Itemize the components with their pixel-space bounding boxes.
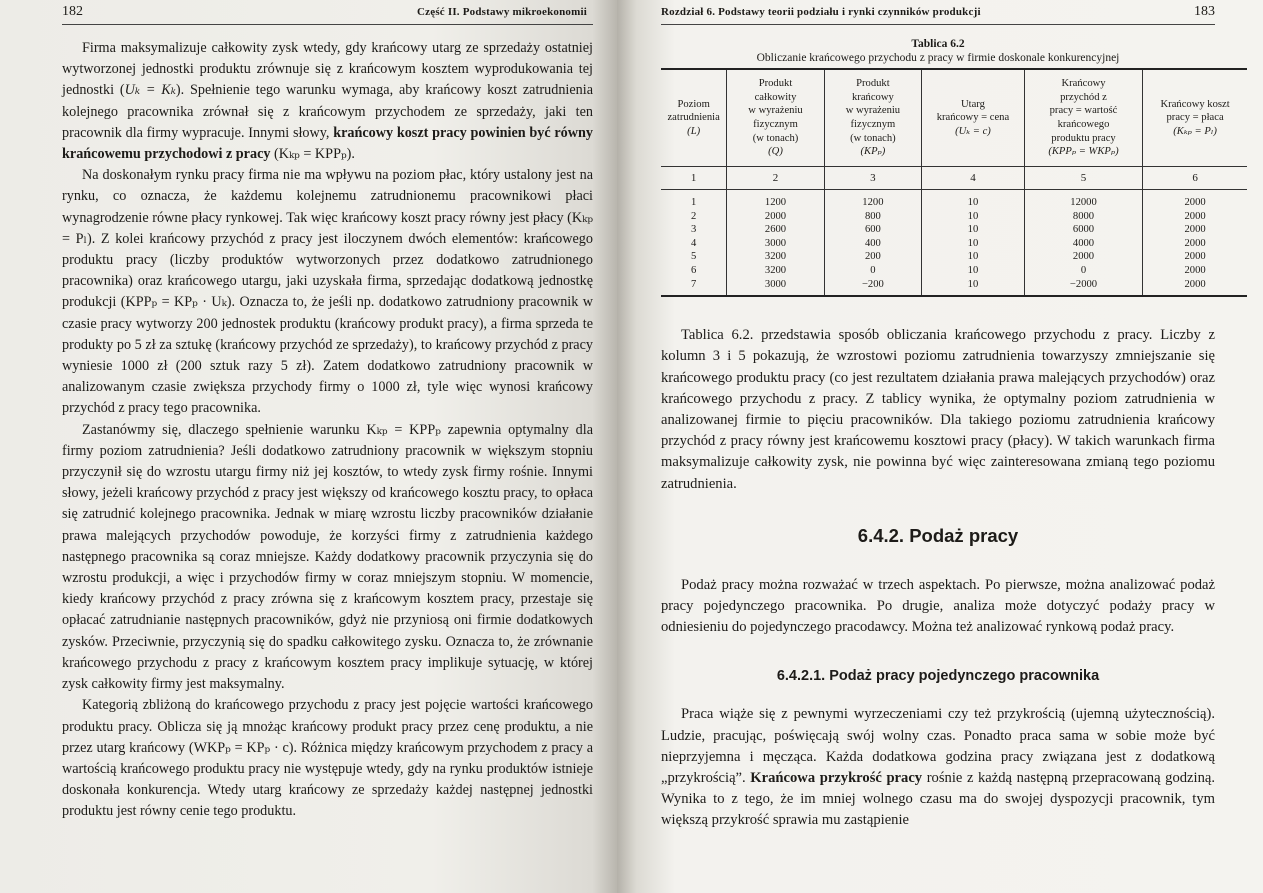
header-marginal-labor-cost	[1143, 69, 1247, 167]
table-cell: 600	[864, 224, 881, 236]
table-subtitle: Obliczanie krańcowego przychodu z pracy w firmie doskonale konkurencyjnej	[756, 52, 1120, 64]
section-heading: 6.4.2. Podaż pracy	[857, 524, 1019, 546]
table-title: Tablica 6.2	[911, 38, 965, 50]
header-line: Utarg	[961, 98, 985, 110]
table-cell: 2000	[1072, 251, 1095, 263]
table-cell: 3200	[764, 251, 787, 263]
header-line: (KPₚ)	[860, 146, 886, 158]
table-cell: 2000	[1184, 264, 1206, 276]
header-line: (w tonach)	[850, 132, 896, 144]
column-index: 4	[922, 167, 1025, 190]
table-cell: 6000	[1072, 224, 1095, 236]
header-line: (Uₖ = c)	[955, 125, 991, 137]
right-paragraph-last	[661, 704, 1215, 831]
right-page-number: 183	[1194, 4, 1215, 19]
column-employment-level	[661, 190, 727, 297]
table-cell: 2000	[1184, 278, 1206, 290]
table-cell: 0	[870, 264, 876, 276]
left-paragraph-4: Kategorią zbliżoną do krańcowego przychodu z pracy jest pojęcie wartości krańcowego produktu pracy. Oblicza się ją mnożąc krańcowy produkt pracy przez cenę produktu, a nie przez utarg krańcowy (WKPₚ = KPₚ · c). Różnica między krańcowym przychodem z pracy a wartością krańcowego produktu pracy nie występuje wtedy, gdy na rynku produktów istnieje doskonała konkurencja. Wtedy utarg krańcowy ze sprzedaży każdej następnej jednostki produktu jest równy cenie tego produktu.	[62, 697, 593, 820]
header-marginal-product	[824, 69, 921, 167]
column-index: 3	[824, 167, 921, 190]
header-line: pracy = wartość	[1049, 105, 1118, 117]
column-total-product	[727, 190, 824, 297]
table-cell: −2000	[1069, 278, 1098, 290]
table-cell: 12000	[1070, 197, 1097, 208]
left-paragraph-1	[62, 38, 593, 165]
column-index: 2	[727, 167, 824, 190]
header-line: krańcowy = cena	[936, 112, 1010, 124]
table-cell: 4000	[1072, 237, 1095, 249]
table-cell: 2000	[764, 210, 787, 222]
header-marginal-revenue	[922, 69, 1025, 167]
header-line: w wyrażeniu	[845, 105, 901, 117]
table-cell: 1200	[862, 197, 884, 208]
header-line: przychód z	[1060, 91, 1107, 103]
table-cell: 2000	[1184, 224, 1206, 236]
header-line: (Q)	[768, 146, 783, 158]
table-cell: 800	[864, 210, 881, 222]
table-cell: 2000	[1184, 237, 1206, 249]
table-cell: 4	[691, 237, 697, 249]
header-line: (Kₖₚ = Pₗ)	[1173, 125, 1217, 137]
column-marginal-revenue-product	[1024, 190, 1142, 297]
header-line: Poziom	[677, 98, 710, 110]
header-line: fizycznym	[850, 119, 896, 130]
table-cell: 2000	[1184, 210, 1206, 222]
table-cell: 3	[691, 224, 697, 236]
table-cell: 3200	[764, 264, 787, 276]
table-cell: 2000	[1184, 197, 1206, 208]
header-marginal-revenue-product	[1024, 69, 1142, 167]
table-cell: 8000	[1072, 210, 1095, 222]
table-cell: 1	[691, 197, 697, 208]
right-last-after: rośnie z każdą następną przepracowaną godziną. Wynika to z tego, że im mniej wolnego czasu ma do swojej dyspozycji pracownik, tym większą przykrość sprawia mu zastąpienie	[661, 770, 1215, 829]
table-cell: 3000	[764, 237, 787, 249]
header-line: (L)	[687, 125, 701, 137]
header-line: zatrudnienia	[667, 112, 720, 124]
header-line: pracy = płaca	[1166, 112, 1224, 124]
table-cell: 10	[967, 251, 979, 263]
header-line: Produkt	[758, 78, 793, 90]
table-caption	[661, 38, 1215, 64]
column-marginal-product	[824, 190, 921, 297]
column-index: 6	[1143, 167, 1247, 190]
table-cell: −200	[861, 278, 884, 290]
header-line: produktu pracy	[1051, 132, 1116, 144]
right-last-before: Praca wiąże się z pewnymi wyrzeczeniami czy też przykrością (ujemną użytecznością). Ludzie, pracując, poświęcają swój wolny czas. Ponadto praca sama w sobie może być nieprzyjemna i męcząca. Każda dodatkowa godzina pracy związana jest z dodatkową „przykrością”.	[661, 706, 1215, 786]
header-line: (w tonach)	[752, 132, 799, 144]
left-p1-math: Uₖ = Kₖ	[124, 82, 176, 99]
table-cell: 0	[1080, 264, 1087, 276]
right-last-bold-term: Krańcowa przykrość pracy	[750, 770, 923, 786]
left-p1-after: ). Spełnienie tego warunku wymaga, aby krańcowy koszt zatrudnienia kolejnego pracownika zrównał się z krańcowym przychodem ze sprzedaży, jaki ten pracownik dla firmy wypracuje. Innymi słowy,	[62, 82, 593, 141]
left-running-head	[62, 4, 593, 25]
left-page-number: 182	[62, 4, 83, 19]
table-cell: 2000	[1184, 251, 1206, 263]
header-line: (KPPₚ = WKPₚ)	[1048, 146, 1119, 158]
header-line: krańcowego	[1057, 119, 1110, 130]
column-index: 5	[1024, 167, 1142, 190]
right-running-head	[661, 4, 1215, 25]
left-paragraph-3: Zastanówmy się, dlaczego spełnienie warunku Kₖₚ = KPPₚ zapewnia optymalny dla firmy poziom zatrudnienia? Jeśli dodatkowo zatrudniony pracownik w większym stopniu przyczynił się do wzrostu utargu firmy niż jej kosztów, to wtedy zysk firmy rośnie. Innymi słowy, jeżeli krańcowy przychód z pracy jest większy od krańcowego kosztu pracy, to opłaca się zatrudnić kolejnego pracownika. Jednak w miarę wzrostu liczby pracowników działanie prawa malejących przychodów powoduje, że korzyści firmy z zatrudnienia każdego następnego pracownika są coraz mniejsze. Każdy dodatkowy pracownik przyczynia się do wzrostu produkcji, a więc i przychodów firmy w coraz mniejszym stopniu. W momencie, kiedy krańcowy przychód z pracy zrówna się z krańcowym kosztem pracy, przestaje się opłacać zatrudnianie następnych pracowników, gdyż nie przyniosą oni firmie dodatkowych zysków. Przeciwnie, przyczynią się do spadku całkowitego zysku. Oznacza to, że zrównanie krańcowego przychodu z pracy z krańcowym kosztem pracy implikuje sytuację, w której zysk całkowity firmy jest maksymalny.	[62, 421, 593, 693]
subsection-heading: 6.4.2.1. Podaż pracy pojedynczego pracownika	[776, 668, 1100, 685]
header-line: fizycznym	[753, 119, 798, 130]
header-line: Produkt	[856, 78, 890, 90]
table-cell: 6	[691, 264, 697, 276]
table-cell: 200	[864, 251, 881, 263]
left-p1-tail: (Kₖₚ = KPPₚ).	[270, 146, 355, 163]
header-line: Krańcowy	[1061, 78, 1106, 90]
header-line: krańcowy	[852, 91, 894, 103]
data-table	[661, 68, 1247, 297]
table-cell: 10	[967, 278, 979, 290]
header-line: całkowity	[754, 91, 797, 103]
table-cell: 10	[967, 224, 979, 236]
left-p1-bold-rule: krańcowy koszt pracy powinien być równy krańcowemu przychodowi z pracy	[62, 124, 593, 163]
table-values-row	[661, 190, 1247, 297]
column-marginal-revenue	[922, 190, 1025, 297]
right-page	[617, 0, 1263, 893]
table-cell: 3000	[764, 278, 787, 290]
table-cell: 2600	[764, 224, 787, 236]
right-paragraph-labor-supply: Podaż pracy można rozważać w trzech aspektach. Po pierwsze, można analizować podaż pracy pojedynczego pracownika. Po drugie, analiza może dotyczyć podaży pracy w odniesieniu do pojedynczego pracodawcy. Można też analizować rynkową podaż pracy.	[661, 576, 1215, 636]
column-index: 1	[661, 167, 727, 190]
column-marginal-labor-cost	[1143, 190, 1247, 297]
table-cell: 2	[691, 210, 697, 222]
table-cell: 10	[967, 197, 979, 208]
right-paragraph-table-explanation: Tablica 6.2. przedstawia sposób obliczania krańcowego przychodu z pracy. Liczby z kolumn 3 i 5 pokazują, że wzrostowi poziomu zatrudnienia towarzyszy zmniejszanie się krańcowego produktu pracy (co jest rezultatem działania prawa malejących przychodów) oraz krańcowego przychodu z pracy. Z tablicy wynika, że optymalny poziom zatrudnienia w analizowanej firmie to pięciu pracowników. Dla takiego poziomu zatrudnienia krańcowy przychód z pracy równy jest krańcowemu kosztowi pracy (płacy). W takich warunkach firma maksymalizuje całkowity zysk, nie powinna być więc zainteresowana zmianą tego poziomu zatrudnienia.	[661, 327, 1215, 492]
header-total-product	[727, 69, 824, 167]
right-running-title: Rozdział 6. Podstawy teorii podziału i rynki czynników produkcji	[661, 6, 981, 18]
table-cell: 400	[864, 237, 881, 249]
table-header-row	[661, 69, 1247, 167]
table-cell: 1200	[764, 197, 787, 208]
left-page	[0, 0, 617, 893]
left-p1-text: Firma maksymalizuje całkowity zysk wtedy, gdy krańcowy utarg ze sprzedaży ostatniej wytworzonej jednostki produktu zrównuje się z krańcowym kosztem wyprodukowania tej jednostki (	[62, 40, 593, 99]
left-running-title: Część II. Podstawy mikroekonomii	[417, 6, 587, 18]
header-line: w wyrażeniu	[748, 105, 803, 117]
left-paragraph-2: Na doskonałym rynku pracy firma nie ma wpływu na poziom płac, który ustalony jest na rynku, co oznacza, że każdemu kolejnemu zatrudnionemu pracownikowi płaci wynagrodzenie równe płacy rynkowej. Tak więc krańcowy koszt pracy równy jest płacy (Kₖₚ = Pₗ). Z kolei krańcowy przychód z pracy jest iloczynem dwóch elementów: krańcowego produktu pracy (liczby produktów wytworzonych przez dodatkowo zatrudnionego pracownika) oraz krańcowego utargu, jaki uzyskała firma, sprzedając dodatkową jednostkę produkcji (KPPₚ = KPₚ · Uₖ). Oznacza to, że jeśli np. dodatkowo zatrudniony pracownik w czasie pracy wytworzy 200 jednostek produktu (krańcowy produkt pracy), a firma sprzeda te produkty po 5 zł za sztukę (krańcowy przychód ze sprzedaży), to krańcowy przychód z pracy wyniesie 1000 zł (200 sztuk razy 5 zł). Zatem dodatkowo zatrudniony pracownik w analizowanym czasie zwiększa przychody firmy o 1000 zł, tyle więc wynosi krańcowy przychód z pracy tego pracownika.	[62, 167, 593, 417]
header-line: Krańcowy koszt	[1160, 98, 1230, 110]
table-cell: 10	[967, 237, 979, 249]
table-cell: 10	[967, 210, 979, 222]
table-cell: 7	[691, 278, 697, 290]
table-cell: 5	[691, 251, 697, 263]
table-index-row	[661, 167, 1247, 190]
table-cell: 10	[967, 264, 979, 276]
spacer	[661, 297, 1215, 325]
header-employment-level	[661, 69, 727, 167]
